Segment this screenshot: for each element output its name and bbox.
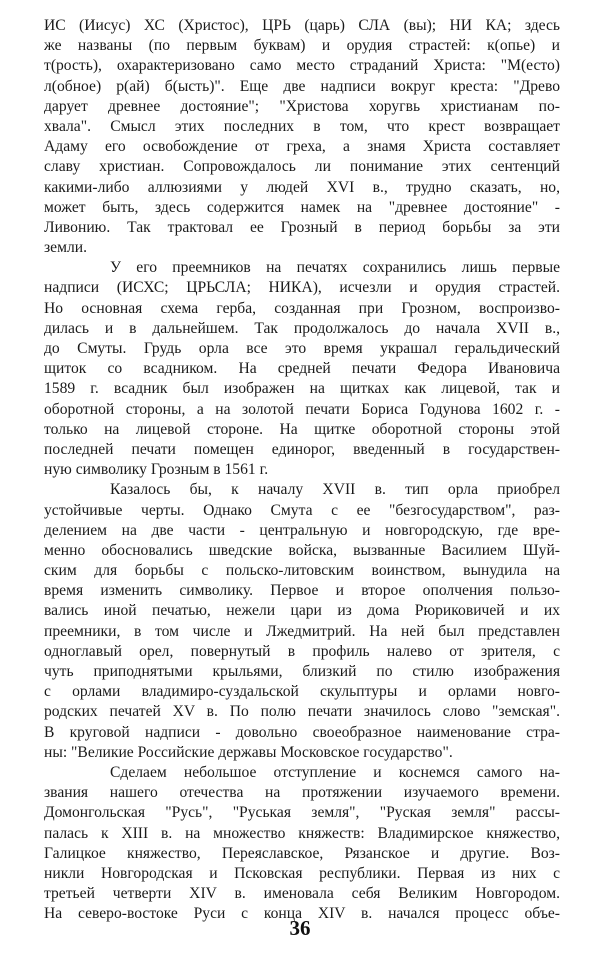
text-line: т(рость), охарактеризовано само место страданий Христа: "М(есто): [44, 57, 560, 75]
text-line: чуть приподнятыми крыльями, близкий по стилю изображения: [44, 663, 560, 680]
text-line: 1589 г. всадник был изображен на щитках как лицевой, так и: [44, 380, 560, 398]
text-line: дилась и в дальнейшем. Так продолжалось до начала XVII в.,: [44, 319, 560, 337]
text-line: какими-либо аллюзиями у людей XVI в., трудно сказать, но,: [44, 178, 560, 196]
text-line: менно обосновались шведские войска, вызванные Василием Шуй-: [44, 541, 560, 559]
text-line: последней печати помещен единорог, введенный в государствен-: [44, 440, 560, 458]
text-line: ИС (Иисус) ХС (Христос), ЦРЬ (царь) СЛА (вы); НИ КА; здесь: [44, 17, 560, 34]
page-body: [44, 16, 560, 924]
text-line: с орлами владимиро-суздальской скульптуры и орлами новго-: [44, 683, 560, 701]
page-number: 36: [289, 916, 311, 940]
text-line: родских печатей XV в. По полю печати значилось слово "земская".: [44, 703, 560, 721]
text-line: У его преемников на печатях сохранились лишь первые: [110, 259, 560, 277]
text-line: вались иной печатью, нежели цари из дома Рюриковичей и их: [44, 602, 560, 620]
text-line: звания нашего отечества на протяжении изучаемого времени.: [44, 784, 560, 802]
text-line: хвала". Смысл этих последних в том, что крест возвращает: [44, 117, 560, 135]
text-line: земли.: [44, 239, 87, 257]
text-line: третьей четверти XIV в. именовала себя Великим Новгородом.: [44, 885, 560, 903]
text-line: Адаму его освобождение от греха, а знамя Христа составляет: [44, 138, 560, 156]
text-line: На северо-востоке Руси с конца XIV в. начался процесс объе-: [44, 905, 560, 923]
text-line: одноглавый орел, повернутый в профиль налево от зрителя, с: [44, 642, 560, 660]
text-line: никли Новгородская и Псковская республики. Первая из них с: [44, 864, 560, 882]
text-line: может быть, здесь содержится намек на "древнее достояние" -: [44, 198, 560, 216]
text-line: оборотной стороны, а на золотой печати Бориса Годунова 1602 г. -: [44, 400, 560, 418]
text-line: до Смуты. Грудь орла все это время украшал геральдический: [44, 340, 560, 357]
text-line: надписи (ИСХС; ЦРЬСЛА; НИКА), исчезли и орудия страстей.: [44, 279, 560, 297]
text-line: дарует древнее достояние"; "Христова хоругвь христианам по-: [44, 97, 560, 115]
paragraph-2: [44, 258, 560, 480]
text-line: Но основная схема герба, созданная при Грозном, воспроизво-: [44, 299, 560, 317]
text-line: Галицкое княжество, Переяславское, Рязанское и другие. Воз-: [44, 844, 560, 862]
text-line: делением на две части - центральную и новгородскую, где вре-: [44, 521, 560, 539]
text-line: ны: "Великие Российские державы Московское государство".: [44, 743, 453, 761]
text-line: Сделаем небольшое отступление и коснемся самого на-: [110, 763, 560, 781]
text-line: ским для борьбы с польско-литовским воинством, вынудила на: [44, 562, 560, 580]
text-line: же названы (по первым буквам) и орудия страстей: к(опье) и: [44, 37, 560, 55]
paragraph-4: [44, 763, 560, 925]
text-line: Домонгольская "Русь", "Руськая земля", "Руская земля" рассы-: [44, 804, 560, 822]
text-line: устойчивые черты. Однако Смута с ее "безгосударством", раз-: [44, 501, 560, 519]
text-line: л(обное) р(ай) б(ысть)". Еще две надписи вокруг креста: "Древо: [44, 77, 560, 95]
paragraph-3: [44, 480, 560, 763]
text-line: палась к XIII в. на множество княжеств: Владимирское княжество,: [44, 824, 560, 842]
text-line: Казалось бы, к началу XVII в. тип орла приобрел: [110, 481, 560, 499]
text-line: ную символику Грозным в 1561 г.: [44, 461, 269, 479]
text-line: только на лицевой стороне. На щитке оборотной стороны этой: [44, 420, 560, 438]
text-line: время изменить символику. Первое и второе ополчения пользо-: [44, 582, 560, 600]
text-line: щиток со всадником. На средней печати Федора Ивановича: [44, 360, 560, 378]
text-line: славу христиан. Сопровождалось ли понимание этих сентенций: [44, 158, 560, 176]
text-line: Ливонию. Так трактовал ее Грозный в период борьбы за эти: [44, 218, 560, 236]
text-line: В круговой надписи - довольно своеобразное наименование стра-: [44, 723, 560, 741]
paragraph-1: [44, 16, 560, 258]
text-line: преемники, в том числе и Лжедмитрий. На ней был представлен: [44, 622, 560, 640]
